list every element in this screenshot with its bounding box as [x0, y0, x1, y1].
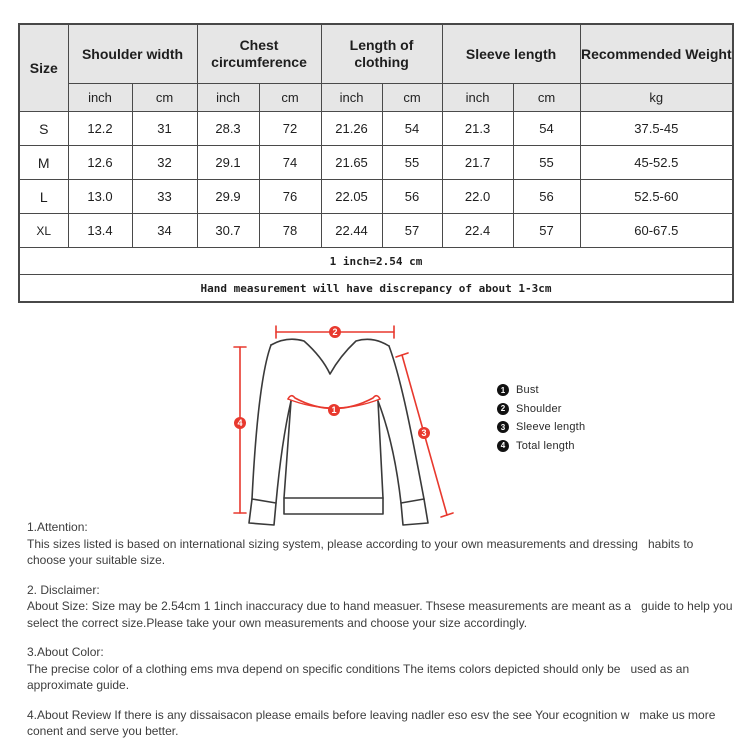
note-body: About Size: Size may be 2.54cm 1 1inch inaccuracy due to hand measuer. Thsese measurements are meant as a guide to help you select the correct size.Please take your own measurements and choose your size accordingly.	[27, 599, 736, 630]
table-cell: 30.7	[197, 214, 259, 248]
table-cell: 13.0	[68, 180, 132, 214]
unit-header: cm	[132, 84, 197, 112]
table-cell: 31	[132, 112, 197, 146]
table-cell: 45-52.5	[580, 146, 733, 180]
unit-header: inch	[68, 84, 132, 112]
svg-text:1: 1	[331, 405, 337, 416]
unit-header: cm	[382, 84, 442, 112]
svg-text:4: 4	[237, 418, 243, 429]
note-section-attention	[27, 519, 735, 569]
notes-area	[27, 519, 735, 750]
legend-label: Total length	[516, 439, 575, 452]
size-table	[18, 23, 734, 303]
note-body: 4.About Review If there is any dissaisacon please emails before leaving nadler eso esv the see Your ecognition w make us more conent and serve you better.	[27, 707, 719, 738]
unit-header: cm	[513, 84, 580, 112]
table-cell: 60-67.5	[580, 214, 733, 248]
table-cell: 13.4	[68, 214, 132, 248]
note-section-disclaimer	[27, 582, 735, 632]
note-body: The precise color of a clothing ems mva depend on specific conditions The items colors depicted should only be used as an approximate guide.	[27, 661, 693, 692]
table-row	[19, 214, 733, 248]
sleeve-length-number-icon: 3	[497, 421, 509, 433]
legend-label: Shoulder	[516, 402, 562, 415]
table-cell: 29.1	[197, 146, 259, 180]
legend-item-bust	[497, 381, 585, 400]
table-row	[19, 146, 733, 180]
size-label: L	[19, 180, 68, 214]
shoulder-number-icon: 2	[497, 403, 509, 415]
col-header-sleeve-length: Sleeve length	[442, 24, 580, 84]
table-cell: 22.05	[321, 180, 382, 214]
table-cell: 52.5-60	[580, 180, 733, 214]
legend-label: Sleeve length	[516, 421, 586, 434]
table-cell: 72	[259, 112, 321, 146]
table-cell: 57	[513, 214, 580, 248]
legend-label: Bust	[516, 384, 539, 397]
table-row	[19, 112, 733, 146]
size-label: XL	[19, 214, 68, 248]
note-title: 3.About Color:	[27, 645, 104, 659]
unit-header: cm	[259, 84, 321, 112]
sweater-measurement-diagram	[216, 311, 466, 526]
note-section-about-review	[27, 707, 735, 740]
legend-item-shoulder	[497, 400, 585, 419]
col-header-size: Size	[19, 24, 68, 112]
table-cell: 56	[382, 180, 442, 214]
note-body: This sizes listed is based on international sizing system, please according to your own measurements and dressing habits to choose your suitable size.	[27, 536, 697, 567]
table-cell: 32	[132, 146, 197, 180]
col-header-recommended-weight: Recommended Weight	[580, 24, 733, 84]
note-title: 2. Disclaimer:	[27, 582, 100, 597]
table-cell: 76	[259, 180, 321, 214]
unit-header: kg	[580, 84, 733, 112]
table-row	[19, 180, 733, 214]
col-header-length-of-clothing: Length of clothing	[321, 24, 442, 84]
unit-header: inch	[197, 84, 259, 112]
size-label: M	[19, 146, 68, 180]
table-note-inch-conversion: 1 inch=2.54 cm	[19, 248, 733, 275]
table-cell: 21.26	[321, 112, 382, 146]
col-header-chest-circumference: Chest circumference	[197, 24, 321, 84]
table-cell: 12.6	[68, 146, 132, 180]
svg-text:2: 2	[332, 327, 338, 338]
legend-item-sleeve-length	[497, 418, 585, 437]
table-cell: 78	[259, 214, 321, 248]
unit-header: inch	[442, 84, 513, 112]
table-cell: 21.3	[442, 112, 513, 146]
table-cell: 56	[513, 180, 580, 214]
table-cell: 21.65	[321, 146, 382, 180]
table-cell: 22.44	[321, 214, 382, 248]
table-cell: 57	[382, 214, 442, 248]
unit-header: inch	[321, 84, 382, 112]
table-cell: 54	[513, 112, 580, 146]
total-length-number-icon: 4	[497, 440, 509, 452]
table-cell: 33	[132, 180, 197, 214]
sweater-outline-graphic	[249, 339, 428, 525]
table-cell: 54	[382, 112, 442, 146]
table-cell: 37.5-45	[580, 112, 733, 146]
table-cell: 74	[259, 146, 321, 180]
table-cell: 28.3	[197, 112, 259, 146]
table-cell: 22.4	[442, 214, 513, 248]
diagram-legend	[497, 381, 585, 455]
table-cell: 34	[132, 214, 197, 248]
note-title: 1.Attention:	[27, 520, 88, 534]
table-cell: 12.2	[68, 112, 132, 146]
size-label: S	[19, 112, 68, 146]
table-cell: 55	[382, 146, 442, 180]
table-cell: 55	[513, 146, 580, 180]
table-cell: 22.0	[442, 180, 513, 214]
note-section-about-color	[27, 644, 735, 694]
table-cell: 29.9	[197, 180, 259, 214]
bust-number-icon: 1	[497, 384, 509, 396]
svg-text:3: 3	[421, 428, 427, 439]
col-header-shoulder-width: Shoulder width	[68, 24, 197, 84]
table-cell: 21.7	[442, 146, 513, 180]
table-note-hand-measurement: Hand measurement will have discrepancy of about 1-3cm	[19, 275, 733, 303]
legend-item-total-length	[497, 437, 585, 456]
